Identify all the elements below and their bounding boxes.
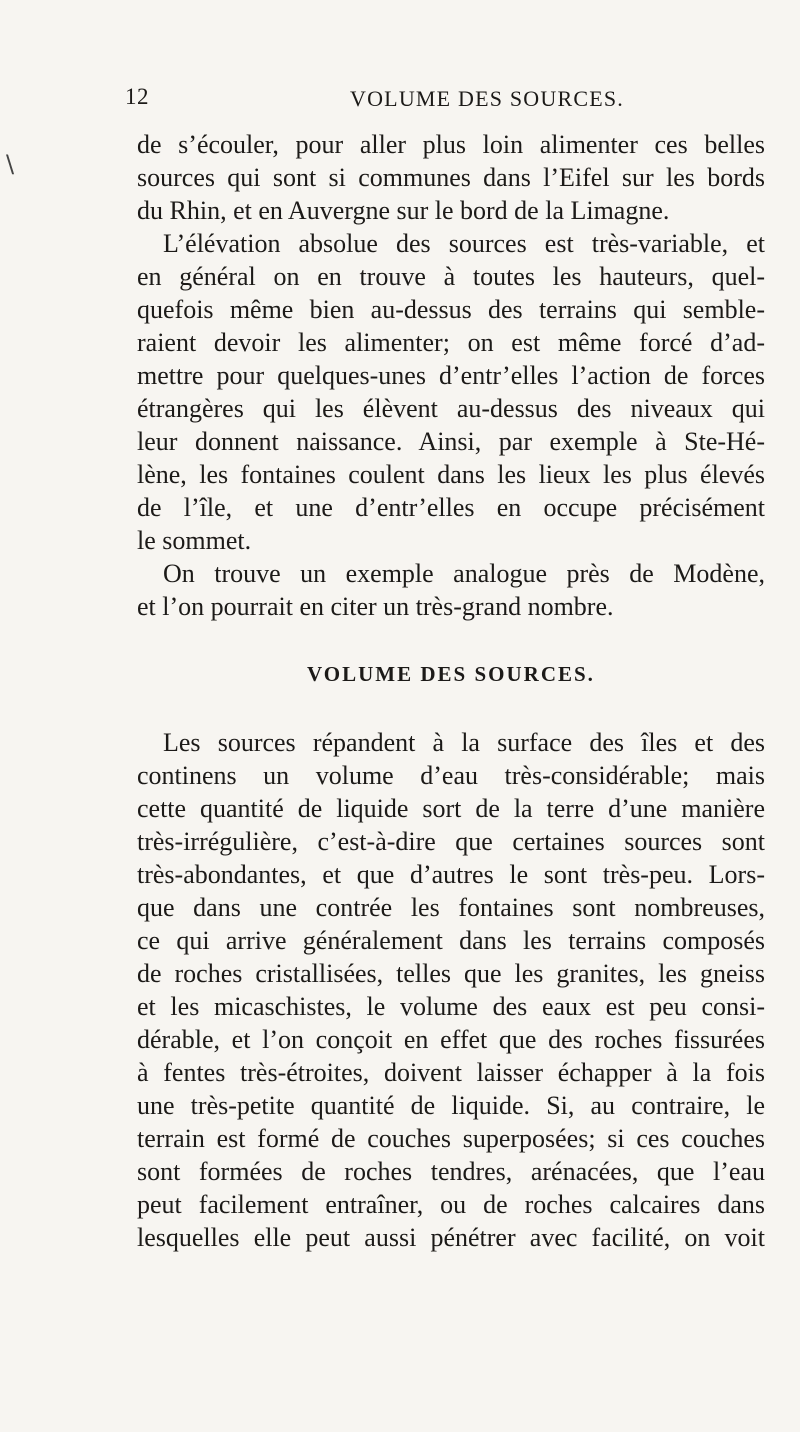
text-line: continens un volume d’eau très-considérable; mais <box>137 761 765 790</box>
text-line: très-irrégulière, c’est-à-dire que certaines sources sont <box>137 827 765 856</box>
text-line: et les micaschistes, le volume des eaux est peu consi- <box>137 992 765 1021</box>
running-head <box>125 84 765 114</box>
text-line: du Rhin, et en Auvergne sur le bord de la Limagne. <box>137 196 670 225</box>
text-line: ce qui arrive généralement dans les terrains composés <box>137 926 765 955</box>
text-line: quefois même bien au-dessus des terrains qui semble- <box>137 295 765 324</box>
text-line: dérable, et l’on conçoit en effet que des roches fissurées <box>137 1025 765 1054</box>
paragraph <box>137 128 765 227</box>
text-line: à fentes très-étroites, doivent laisser échapper à la fois <box>137 1058 765 1087</box>
text-line: sources qui sont si communes dans l’Eifel sur les bords <box>137 163 765 192</box>
text-line: peut facilement entraîner, ou de roches calcaires dans <box>137 1190 765 1219</box>
text-line: terrain est formé de couches superposées; si ces couches <box>137 1124 765 1153</box>
section-heading: VOLUME DES SOURCES. <box>307 662 595 686</box>
text-line: lène, les fontaines coulent dans les lieux les plus élevés <box>137 460 765 489</box>
text-line: en général on en trouve à toutes les hauteurs, quel- <box>137 262 765 291</box>
paragraph <box>137 557 765 623</box>
paragraph <box>137 227 765 557</box>
page-number: 12 <box>125 84 149 109</box>
text-line: le sommet. <box>137 526 252 555</box>
text-line: de s’écouler, pour aller plus loin alimenter ces belles <box>137 130 765 159</box>
paragraph <box>137 726 765 1254</box>
text-line: étrangères qui les élèvent au-dessus des niveaux qui <box>137 394 765 423</box>
text-line: et l’on pourrait en citer un très-grand nombre. <box>137 592 614 621</box>
text-line: très-abondantes, et que d’autres le sont très-peu. Lors- <box>137 860 765 889</box>
text-line: leur donnent naissance. Ainsi, par exemple à Ste-Hé- <box>137 427 765 456</box>
text-line: de roches cristallisées, telles que les granites, les gneiss <box>137 959 765 988</box>
text-line: L’élévation absolue des sources est très-variable, et <box>163 229 765 258</box>
text-line: On trouve un exemple analogue près de Modène, <box>163 559 765 588</box>
running-title: VOLUME DES SOURCES. <box>350 86 624 111</box>
text-line: raient devoir les alimenter; on est même forcé d’ad- <box>137 328 765 357</box>
text-line: Les sources répandent à la surface des îles et des <box>163 728 765 757</box>
text-line: lesquelles elle peut aussi pénétrer avec facilité, on voit <box>137 1223 765 1252</box>
text-line: une très-petite quantité de liquide. Si, au contraire, le <box>137 1091 765 1120</box>
text-line: cette quantité de liquide sort de la terre d’une manière <box>137 794 765 823</box>
text-line: sont formées de roches tendres, arénacées, que l’eau <box>137 1157 765 1186</box>
text-line: que dans une contrée les fontaines sont nombreuses, <box>137 893 765 922</box>
text-line: de l’île, et une d’entr’elles en occupe précisément <box>137 493 765 522</box>
text-line: mettre pour quelques-unes d’entr’elles l’action de forces <box>137 361 765 390</box>
body-text <box>137 128 765 1254</box>
margin-mark: \ <box>6 150 15 178</box>
